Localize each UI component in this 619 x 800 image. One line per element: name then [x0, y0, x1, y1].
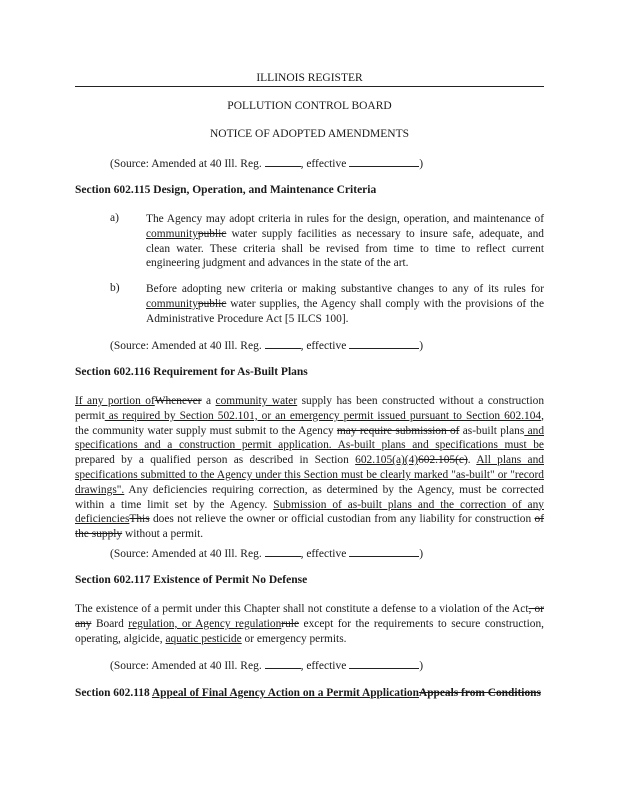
header-rule — [75, 86, 544, 87]
item-a-text: The Agency may adopt criteria in rules for the design, operation, and maintenance of communitypublic water supply facilities as necessary to insure safe, adequate, and clean water. These criteria shall be revised from time to time to reflect current engineering judgment and advances in the state of the art. — [146, 213, 544, 270]
item-a-label: a) — [110, 212, 119, 224]
section-118-heading: Section 602.118 Appeal of Final Agency Action on a Permit ApplicationAppeals from Conditions — [75, 687, 541, 699]
section-115-heading: Section 602.115 Design, Operation, and Maintenance Criteria — [75, 184, 377, 196]
register-title: ILLINOIS REGISTER — [256, 72, 363, 84]
board-title: POLLUTION CONTROL BOARD — [227, 100, 392, 112]
source-line-3: (Source: Amended at 40 Ill. Reg. , effective ) — [110, 548, 424, 560]
notice-title: NOTICE OF ADOPTED AMENDMENTS — [209, 128, 410, 140]
source-line-2: (Source: Amended at 40 Ill. Reg. , effective ) — [110, 340, 424, 352]
item-b-text: Before adopting new criteria or making substantive changes to any of its rules for communitypublic water supplies, the Agency shall comply with the provisions of the Administrative Procedure Act [5 ILCS 100]. — [146, 283, 544, 325]
source-line-4: (Source: Amended at 40 Ill. Reg. , effective ) — [110, 660, 424, 672]
section-117-text: The existence of a permit under this Chapter shall not constitute a defense to a violation of the Act, or any Board regulation, or Agency regulationrule except for the requirements to secure construction, operating, algicide, aquatic pesticide or emergency permits. — [75, 603, 544, 645]
section-116-heading: Section 602.116 Requirement for As-Built Plans — [75, 366, 308, 378]
item-b-label: b) — [110, 282, 120, 294]
source-line-1: (Source: Amended at 40 Ill. Reg. , effective ) — [110, 158, 424, 170]
section-116-text: If any portion ofWhenever a community water supply has been constructed without a construction permit as required by Section 502.101, or an emergency permit issued pursuant to Section 602.104, the community water supply must submit to the Agency may require submission of as-built plans and specifications and a construction permit application. As-built plans and specifications must be prepared by a qualified person as described in Section 602.105(a)(4)602.105(c). All plans and specifications submitted to the Agency under this Section must be clearly marked "as-built" or "record drawings". Any deficiencies requiring correction, as determined by the Agency, must be corrected within a time limit set by the Agency. Submission of as-built plans and the correction of any deficienciesThis does not relieve the owner or official custodian from any liability for construction of the supply without a permit. — [75, 395, 545, 541]
section-117-heading: Section 602.117 Existence of Permit No Defense — [75, 574, 308, 586]
